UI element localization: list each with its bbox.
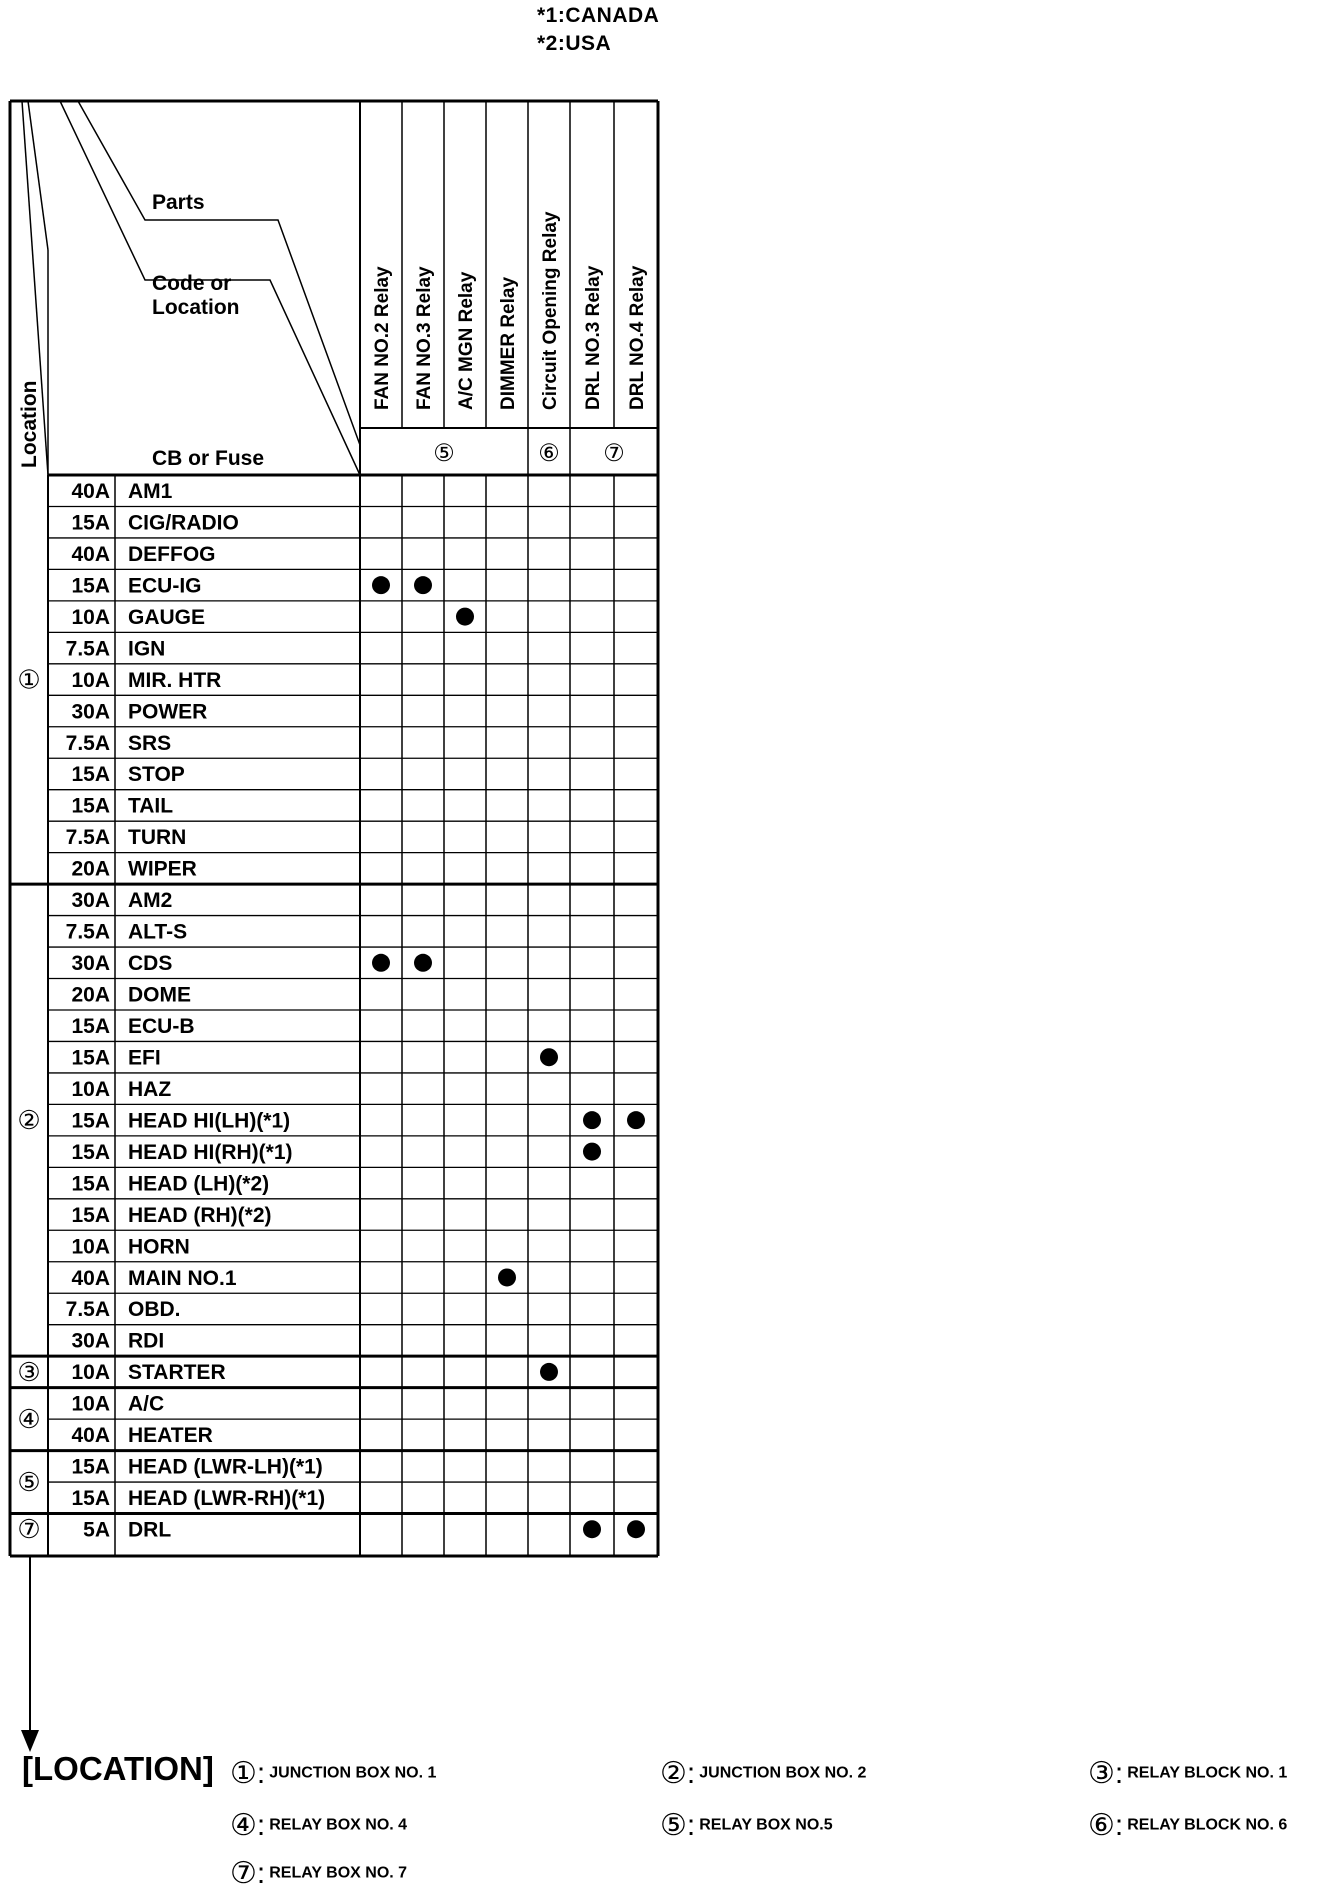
- fuse-name-cell: OBD.: [128, 1298, 181, 1322]
- relay-header: Circuit Opening Relay: [540, 211, 561, 410]
- fuse-name-cell: STARTER: [128, 1361, 226, 1385]
- fuse-name-cell: A/C: [128, 1392, 165, 1416]
- marks: [372, 576, 645, 1538]
- fuse-name-cell: TAIL: [128, 794, 174, 818]
- fuse-name-cell: EFI: [128, 1046, 161, 1070]
- note-usa: *2:USA: [537, 32, 612, 55]
- relay-header: FAN NO.2 Relay: [372, 266, 393, 410]
- legend-text-2: JUNCTION BOX NO. 2: [699, 1764, 867, 1782]
- location-arrow-head: [21, 1730, 39, 1752]
- legend-text-3: RELAY BLOCK NO. 1: [1127, 1764, 1288, 1782]
- amp-cell: 30A: [71, 1329, 110, 1353]
- fuse-name-cell: DOME: [128, 983, 191, 1007]
- parts-label: Parts: [152, 191, 205, 214]
- fuse-name-cell: HAZ: [128, 1077, 172, 1101]
- fuse-name-cell: CIG/RADIO: [128, 511, 239, 535]
- amp-cell: 7.5A: [65, 826, 110, 850]
- fuse-name-cell: MAIN NO.1: [128, 1266, 237, 1290]
- amp-cell: 10A: [71, 1392, 110, 1416]
- amp-cell: 40A: [71, 1424, 110, 1448]
- amp-cell: 15A: [71, 1487, 110, 1511]
- note-canada: *1:CANADA: [537, 4, 660, 27]
- fuse-name-cell: IGN: [128, 637, 166, 661]
- legend-text-1: JUNCTION BOX NO. 1: [269, 1764, 437, 1782]
- amp-cell: 10A: [71, 668, 110, 692]
- amp-cell: 5A: [83, 1518, 110, 1542]
- fuse-name-cell: HEAD (LWR-LH)(*1): [128, 1455, 323, 1479]
- amp-cell: 20A: [71, 857, 110, 881]
- fuse-name-cell: HEAD HI(LH)(*1): [128, 1109, 291, 1133]
- amp-cell: 7.5A: [65, 637, 110, 661]
- fuse-name-cell: AM2: [128, 889, 173, 913]
- relay-mark: [498, 1268, 516, 1286]
- legend-text-7: RELAY BOX NO. 7: [269, 1864, 408, 1882]
- fuse-name-cell: DEFFOG: [128, 542, 216, 566]
- relay-mark: [414, 576, 432, 594]
- amp-cell: 30A: [71, 952, 110, 976]
- location-cell: ①: [17, 664, 41, 695]
- location-cell: ③: [17, 1356, 41, 1387]
- location-cell: ⑦: [17, 1514, 41, 1545]
- fuse-name-cell: HEAD (LWR-RH)(*1): [128, 1487, 326, 1511]
- fuse-name-cell: HEATER: [128, 1424, 213, 1448]
- legend-text-5: RELAY BOX NO.5: [699, 1816, 833, 1834]
- amp-cell: 40A: [71, 542, 110, 566]
- amp-cell: 10A: [71, 1235, 110, 1259]
- fuse-name-cell: AM1: [128, 480, 173, 503]
- relay-header: A/C MGN Relay: [456, 271, 477, 410]
- relay-mark: [414, 954, 432, 972]
- fuse-name-cell: STOP: [128, 763, 185, 787]
- code-label-1: Code or: [152, 272, 232, 295]
- amp-cell: 40A: [71, 1266, 110, 1290]
- code-label-2: Location: [152, 296, 240, 319]
- fuse-name-cell: GAUGE: [128, 605, 206, 629]
- relay-mark: [583, 1520, 601, 1538]
- relay-mark: [372, 576, 390, 594]
- amp-cell: 15A: [71, 574, 110, 598]
- location-cell: ⑤: [17, 1467, 41, 1498]
- relay-group-label: ⑥: [538, 440, 560, 467]
- amp-cell: 15A: [71, 1203, 110, 1227]
- relay-header: DRL NO.3 Relay: [583, 265, 604, 410]
- fuse-name-cell: CDS: [128, 952, 173, 976]
- amp-cell: 15A: [71, 763, 110, 787]
- amp-cell: 7.5A: [65, 920, 110, 944]
- amp-cell: 10A: [71, 605, 110, 629]
- fuse-name-cell: POWER: [128, 700, 208, 724]
- relay-mark: [540, 1363, 558, 1381]
- legend-item-4: [230, 1808, 407, 1843]
- location-label: Location: [18, 380, 41, 468]
- relay-mark: [583, 1143, 601, 1161]
- fuse-name-cell: SRS: [128, 731, 172, 755]
- relay-header: DIMMER Relay: [498, 276, 519, 410]
- legend-num-4: ④:: [230, 1809, 266, 1842]
- fuse-name-cell: HEAD HI(RH)(*1): [128, 1140, 293, 1164]
- fuse-name-cell: ALT-S: [128, 920, 188, 944]
- amp-cell: 40A: [71, 480, 110, 503]
- amp-cell: 15A: [71, 1046, 110, 1070]
- fuse-name-cell: TURN: [128, 826, 187, 850]
- relay-mark: [627, 1111, 645, 1129]
- amp-cell: 20A: [71, 983, 110, 1007]
- fuse-name-cell: RDI: [128, 1329, 165, 1353]
- fuse-name-cell: MIR. HTR: [128, 668, 222, 692]
- legend-item-1: [230, 1756, 436, 1791]
- amp-cell: 10A: [71, 1077, 110, 1101]
- relay-mark: [583, 1111, 601, 1129]
- legend-item-2: [660, 1756, 866, 1791]
- relay-mark: [456, 608, 474, 626]
- relay-columns: [372, 101, 648, 475]
- amp-cell: 10A: [71, 1361, 110, 1385]
- amp-cell: 30A: [71, 700, 110, 724]
- legend-num-5: ⑤:: [660, 1809, 696, 1842]
- fuse-name-cell: WIPER: [128, 857, 197, 881]
- amp-cell: 7.5A: [65, 731, 110, 755]
- legend-text-4: RELAY BOX NO. 4: [269, 1816, 408, 1834]
- fuse-name-cell: HEAD (LH)(*2): [128, 1172, 270, 1196]
- relay-mark: [627, 1520, 645, 1538]
- legend-item-7: [230, 1856, 407, 1891]
- location-cell: ②: [17, 1105, 41, 1136]
- legend-num-7: ⑦:: [230, 1857, 266, 1890]
- fuse-name-cell: ECU-IG: [128, 574, 202, 598]
- legend-num-1: ①:: [230, 1757, 266, 1790]
- table-body: [10, 475, 658, 1556]
- amp-cell: 15A: [71, 1014, 110, 1038]
- amp-cell: 15A: [71, 1172, 110, 1196]
- legend-title: [LOCATION]: [22, 1750, 214, 1787]
- amp-cell: 15A: [71, 1140, 110, 1164]
- legend-item-6: [1088, 1808, 1287, 1843]
- legend-num-3: ③:: [1088, 1757, 1124, 1790]
- legend-num-2: ②:: [660, 1757, 696, 1790]
- amp-cell: 15A: [71, 511, 110, 535]
- fuse-name-cell: HORN: [128, 1235, 190, 1259]
- relay-group-label: ⑤: [433, 440, 455, 467]
- legend-num-6: ⑥:: [1088, 1809, 1124, 1842]
- amp-cell: 15A: [71, 794, 110, 818]
- fuse-name-cell: DRL: [128, 1518, 172, 1542]
- amp-cell: 30A: [71, 889, 110, 913]
- location-cell: ④: [17, 1404, 41, 1435]
- relay-header: FAN NO.3 Relay: [414, 266, 435, 410]
- legend-text-6: RELAY BLOCK NO. 6: [1127, 1816, 1288, 1834]
- legend-item-5: [660, 1808, 833, 1843]
- amp-cell: 15A: [71, 1109, 110, 1133]
- relay-group-label: ⑦: [603, 440, 625, 467]
- relay-mark: [372, 954, 390, 972]
- relay-header: DRL NO.4 Relay: [627, 265, 648, 410]
- cb-fuse-label: CB or Fuse: [152, 447, 265, 470]
- relay-mark: [540, 1048, 558, 1066]
- amp-cell: 15A: [71, 1455, 110, 1479]
- legend-item-3: [1088, 1756, 1287, 1791]
- amp-cell: 7.5A: [65, 1298, 110, 1322]
- fuse-name-cell: HEAD (RH)(*2): [128, 1203, 272, 1227]
- fuse-name-cell: ECU-B: [128, 1014, 195, 1038]
